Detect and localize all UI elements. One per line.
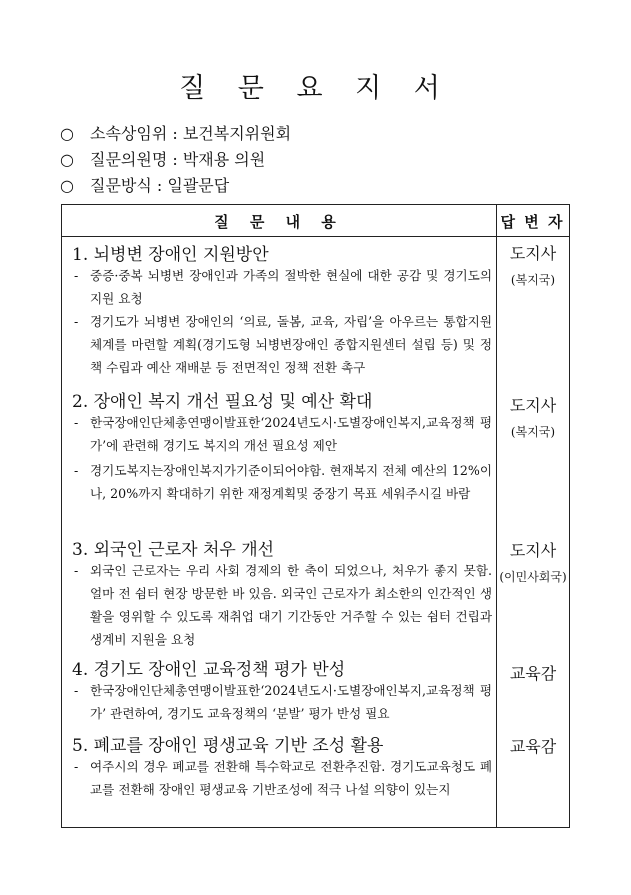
document-title: 질 문 요 지 서 xyxy=(179,73,452,104)
info-label: 소속상임위 : 보건복지위원회 xyxy=(90,124,292,143)
info-method xyxy=(60,173,229,199)
header-answerer: 답 변 자 xyxy=(500,213,565,231)
answerer-column xyxy=(497,237,569,827)
item-text: 외국인 근로자는 우리 사회 경제의 한 축이 되었으나, 처우가 좋지 못함. 얼마 전 쉼터 현장 방문한 바 있음. 외국인 근로자가 최소한의 인간적인 생활을 영위할 수 있도록 재취업 대기 기간동안 거주할 수 있는 쉼터 건립과 생계비 지원을 요청 xyxy=(90,563,492,647)
dash-bullet: - xyxy=(74,563,79,578)
answerer-name: 도지사 xyxy=(509,541,557,560)
list-item xyxy=(74,755,492,801)
dash-bullet: - xyxy=(74,683,79,698)
dash-bullet: - xyxy=(74,463,79,478)
dash-bullet: - xyxy=(74,314,79,329)
header-content: 질 문 내 용 xyxy=(214,213,344,231)
section-title: 4. 경기도 장애인 교육정책 평가 반성 xyxy=(72,660,346,680)
dash-bullet: - xyxy=(74,759,79,774)
circle-bullet-icon: ○ xyxy=(60,124,74,143)
answerer-dept: (복지국) xyxy=(510,273,556,287)
item-text: 경기도가 뇌병변 장애인의 ‘의료, 돌봄, 교육, 자립’을 아우르는 통합지원체계를 마련할 계획(경기도형 뇌병변장애인 종합지원센터 설립 등) 및 정책 수립과 예산 재배분 등 전면적인 정책 전환 촉구 xyxy=(90,314,492,375)
list-item xyxy=(74,679,492,725)
item-text: 여주시의 경우 폐교를 전환해 특수학교로 전환추진함. 경기도교육청도 폐교를 전환해 장애인 평생교육 기반조성에 적극 나설 의향이 있는지 xyxy=(90,759,492,797)
content-column xyxy=(62,237,496,827)
question-table xyxy=(61,204,570,828)
answerer-name: 도지사 xyxy=(509,244,557,263)
section-title: 5. 폐교를 장애인 평생교육 기반 조성 활용 xyxy=(72,736,384,756)
item-text: 중증·중복 뇌병변 장애인과 가족의 절박한 현실에 대한 공감 및 경기도의 지원 요청 xyxy=(90,268,492,306)
item-text: 경기도복지는장애인복지가기준이되어야함. 현재복지 전체 예산의 12%이나, 20%까지 확대하기 위한 재정계획및 중장기 목표 세워주시길 바람 xyxy=(90,463,492,501)
answerer-name: 교육감 xyxy=(509,737,557,756)
info-committee xyxy=(60,121,291,147)
section-title: 1. 뇌병변 장애인 지원방안 xyxy=(72,245,269,265)
table-header-row xyxy=(62,205,569,237)
list-item xyxy=(74,411,492,457)
section-title: 2. 장애인 복지 개선 필요성 및 예산 확대 xyxy=(72,392,373,412)
answerer-name: 교육감 xyxy=(509,664,557,683)
list-item xyxy=(74,310,492,379)
list-item xyxy=(74,264,492,310)
circle-bullet-icon: ○ xyxy=(60,150,74,169)
dash-bullet: - xyxy=(74,415,79,430)
answerer-dept: (복지국) xyxy=(510,425,556,439)
info-member xyxy=(60,147,265,173)
dash-bullet: - xyxy=(74,268,79,283)
info-label: 질문방식 : 일괄문답 xyxy=(90,176,230,195)
section-title: 3. 외국인 근로자 처우 개선 xyxy=(72,540,275,560)
info-label: 질문의원명 : 박재용 의원 xyxy=(90,150,266,169)
answerer-dept: (이민사회국) xyxy=(499,570,567,584)
list-item xyxy=(74,459,492,505)
item-text: 한국장애인단체총연맹이발표한‘2024년도시·도별장애인복지,교육정책 평가’에 관련해 경기도 복지의 개선 필요성 제안 xyxy=(90,415,492,453)
list-item xyxy=(74,559,492,651)
circle-bullet-icon: ○ xyxy=(60,176,74,195)
answerer-name: 도지사 xyxy=(509,396,557,415)
item-text: 한국장애인단체총연맹이발표한‘2024년도시·도별장애인복지,교육정책 평가’ 관련하여, 경기도 교육정책의 ‘분발’ 평가 반성 필요 xyxy=(90,683,492,721)
